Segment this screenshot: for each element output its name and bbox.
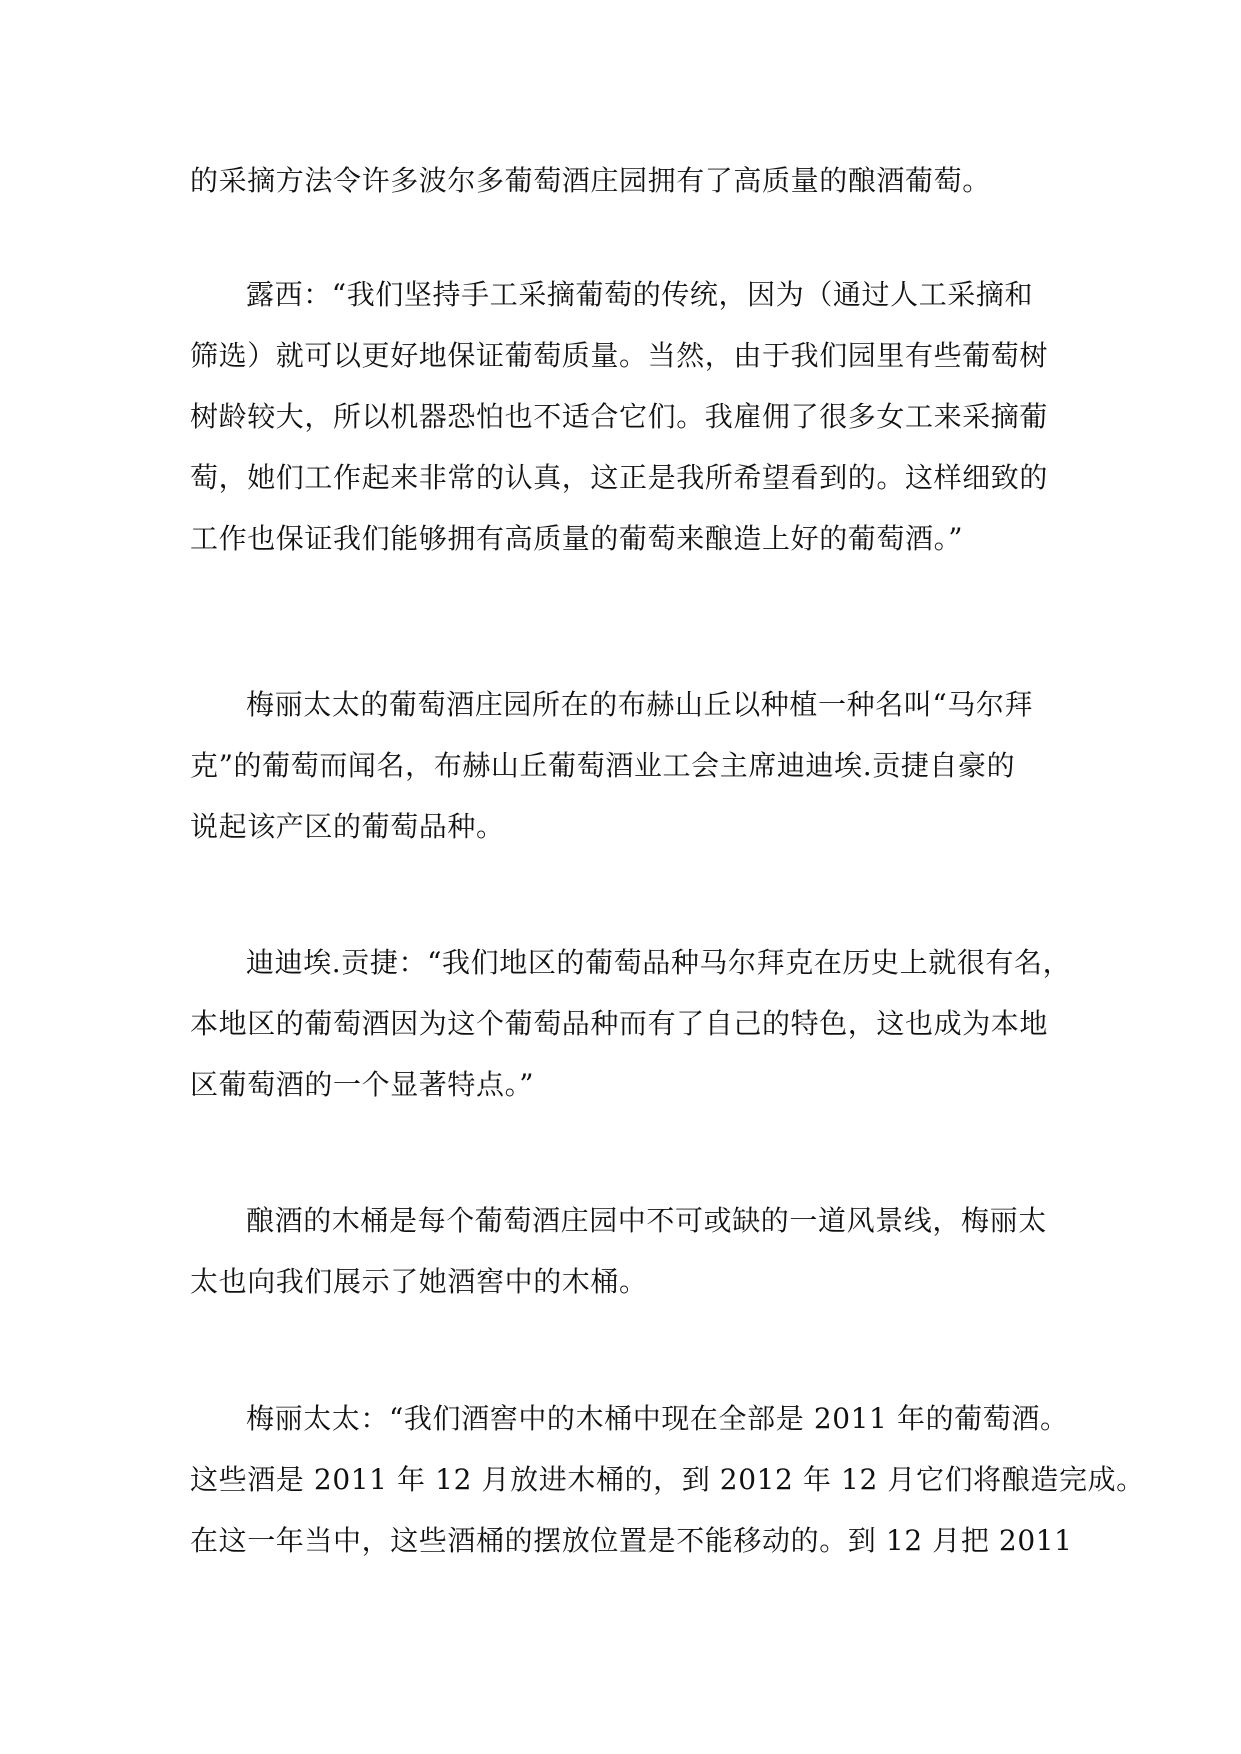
paragraph-line: 在这一年当中，这些酒桶的摆放位置是不能移动的。到 12 月把 2011	[190, 1524, 1073, 1557]
paragraph-line: 迪迪埃.贡捷：“我们地区的葡萄品种马尔拜克在历史上就很有名，	[246, 946, 1072, 979]
paragraph-line: 说起该产区的葡萄品种。	[190, 810, 505, 843]
paragraph-3	[190, 674, 1060, 857]
paragraph-line: 酿酒的木桶是每个葡萄酒庄园中不可或缺的一道风景线，梅丽太	[246, 1204, 1047, 1237]
paragraph-line: 梅丽太太的葡萄酒庄园所在的布赫山丘以种植一种名叫“马尔拜	[246, 688, 1034, 721]
paragraph-5	[190, 1190, 1060, 1312]
paragraph-2	[190, 264, 1060, 569]
paragraph-6	[190, 1388, 1145, 1571]
paragraph-line: 露西：“我们坚持手工采摘葡萄的传统，因为（通过人工采摘和	[246, 278, 1034, 311]
paragraph-line: 树龄较大，所以机器恐怕也不适合它们。我雇佣了很多女工来采摘葡	[190, 400, 1049, 433]
paragraph-line: 本地区的葡萄酒因为这个葡萄品种而有了自己的特色，这也成为本地	[190, 1007, 1049, 1040]
paragraph-line: 梅丽太太：“我们酒窖中的木桶中现在全部是 2011 年的葡萄酒。	[246, 1402, 1069, 1435]
paragraph-1	[190, 150, 1060, 211]
paragraph-line: 这些酒是 2011 年 12 月放进木桶的，到 2012 年 12 月它们将酿造完成。	[190, 1463, 1145, 1496]
paragraph-line: 工作也保证我们能够拥有高质量的葡萄来酿造上好的葡萄酒。”	[190, 522, 964, 555]
paragraph-line: 克”的葡萄而闻名，布赫山丘葡萄酒业工会主席迪迪埃.贡捷自豪的	[190, 749, 1016, 782]
paragraph-line: 筛选）就可以更好地保证葡萄质量。当然，由于我们园里有些葡萄树	[190, 339, 1049, 372]
paragraph-line: 的采摘方法令许多波尔多葡萄酒庄园拥有了高质量的酿酒葡萄。	[190, 164, 991, 197]
paragraph-line: 太也向我们展示了她酒窖中的木桶。	[190, 1265, 648, 1298]
paragraph-line: 区葡萄酒的一个显著特点。”	[190, 1068, 535, 1101]
paragraph-line: 萄，她们工作起来非常的认真，这正是我所希望看到的。这样细致的	[190, 461, 1049, 494]
paragraph-4	[190, 932, 1072, 1115]
